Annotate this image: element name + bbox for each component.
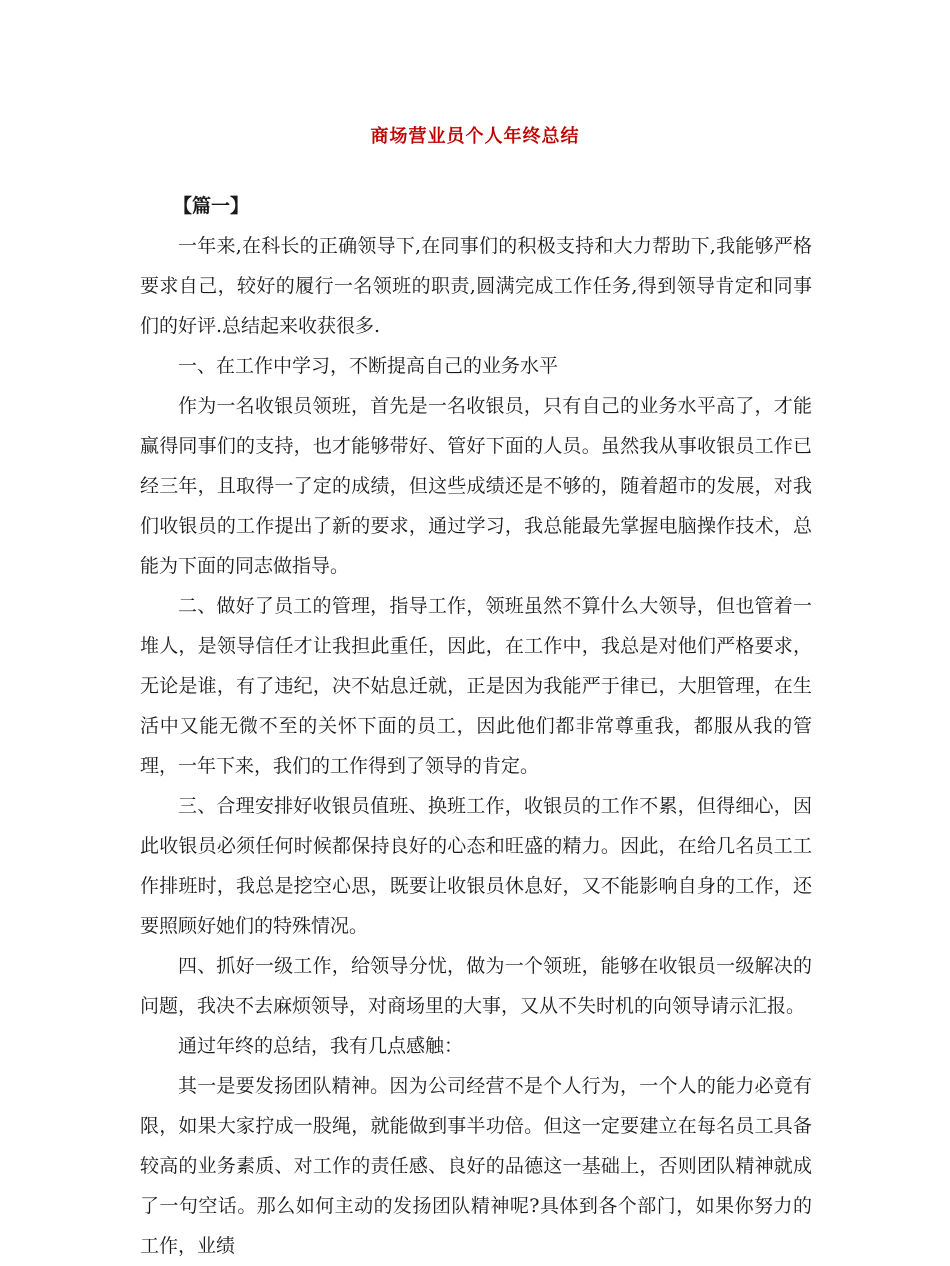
section-label: 【篇一】	[173, 195, 250, 217]
paragraph-intro: 一年来,在科长的正确领导下,在同事们的积极支持和大力帮助下,我能够严格要求自己，较好的履行一名领班的职责,圆满完成工作任务,得到领导肯定和同事们的好评.总结起来收获很多.	[140, 235, 812, 337]
paragraph-reflection-1: 其一是要发扬团队精神。因为公司经营不是个人行为，一个人的能力必竟有限，如果大家拧成一股绳，就能做到事半功倍。但这一定要建立在每名员工具备较高的业务素质、对工作的责任感、良好的品德这一基础上，否则团队精神就成了一句空话。那么如何主动的发扬团队精神呢?具体到各个部门，如果你努力的工作，业绩	[140, 1075, 812, 1257]
paragraph-reflection-intro: 通过年终的总结，我有几点感触：	[178, 1035, 464, 1057]
paragraph-point-1: 作为一名收银员领班，首先是一名收银员，只有自己的业务水平高了，才能赢得同事们的支持，也才能够带好、管好下面的人员。虽然我从事收银员工作已经三年，且取得一了定的成绩，但这些成绩还是不够的，随着超市的发展，对我们收银员的工作提出了新的要求，通过学习，我总能最先掌握电脑操作技术，总能为下面的同志做指导。	[140, 395, 812, 577]
paragraph-point-4: 四、抓好一级工作，给领导分忧，做为一个领班，能够在收银员一级解决的问题，我决不去麻烦领导，对商场里的大事，又从不失时机的向领导请示汇报。	[140, 955, 812, 1017]
paragraph-point-3: 三、合理安排好收银员值班、换班工作，收银员的工作不累，但得细心，因此收银员必须任何时候都保持良好的心态和旺盛的精力。因此，在给几名员工工作排班时，我总是挖空心思，既要让收银员休息好，又不能影响自身的工作，还要照顾好她们的特殊情况。	[140, 795, 812, 937]
paragraph-point-2: 二、做好了员工的管理，指导工作，领班虽然不算什么大领导，但也管着一堆人，是领导信任才让我担此重任，因此，在工作中，我总是对他们严格要求，无论是谁，有了违纪，决不姑息迁就，正是因为我能严于律已，大胆管理，在生活中又能无微不至的关怀下面的员工，因此他们都非常尊重我，都服从我的管理，一年下来，我们的工作得到了领导的肯定。	[140, 595, 812, 777]
heading-point-1: 一、在工作中学习，不断提高自己的业务水平	[178, 355, 559, 377]
document-body	[140, 186, 812, 1266]
document-title: 商场营业员个人年终总结	[370, 126, 580, 147]
